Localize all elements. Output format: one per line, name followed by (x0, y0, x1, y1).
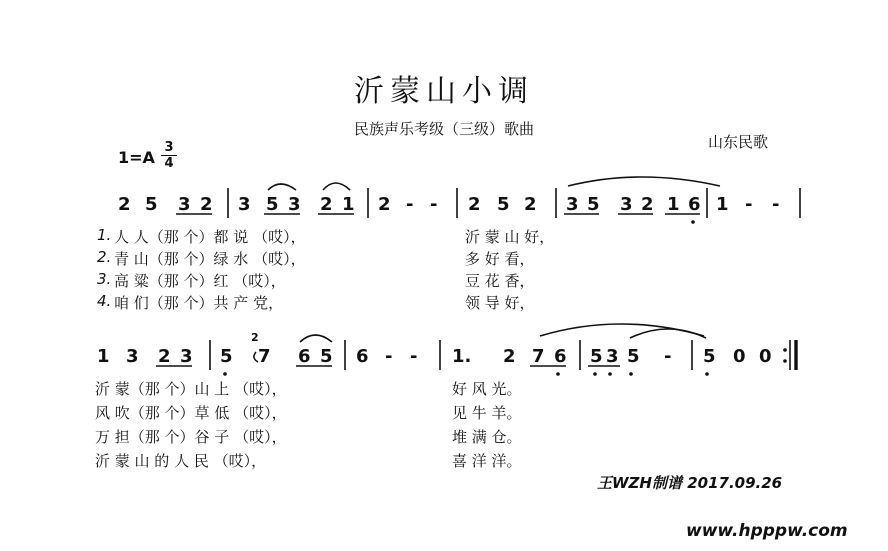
lyric-line: 堆 满 仓。 (452, 428, 522, 446)
octave-dot (705, 372, 709, 376)
note: 7 (532, 346, 545, 367)
lyric-line: 人 人（那 个）都 说 （哎）， (114, 228, 306, 246)
lyric-line: 沂 蒙（那 个）山 上 （哎）， (95, 380, 287, 398)
transcriber-credit: 王WZH制谱 2017.09.26 (597, 474, 783, 492)
note: 2 (524, 194, 537, 215)
octave-dot (556, 372, 560, 376)
note: 6 (688, 194, 701, 215)
lyric-line: 领 导 好， (465, 294, 535, 312)
note: 1 (342, 194, 355, 215)
note: - (406, 194, 414, 215)
note: 3 (180, 346, 193, 367)
lyric-line: 青 山（那 个）绿 水 （哎）， (114, 250, 306, 268)
slur (323, 183, 350, 190)
lyric-line: 沂 蒙 山 的 人 民 （哎）， (95, 452, 267, 470)
grace-hook (254, 352, 258, 362)
note: 5 (703, 346, 716, 367)
note: 5 (497, 194, 510, 215)
grace-note: 2 (251, 331, 259, 344)
repeat-dot (783, 348, 787, 352)
note: 2 (378, 194, 391, 215)
lyric-line: 豆 花 香， (465, 272, 535, 290)
verse-number: 1. (97, 226, 112, 244)
lyric-line: 见 牛 羊。 (452, 404, 522, 422)
slur (568, 177, 720, 186)
meter-top: 3 (164, 140, 174, 155)
note: 0 (733, 346, 746, 367)
note: 6 (554, 346, 567, 367)
octave-dot (691, 220, 695, 224)
note: 2 (468, 194, 481, 215)
note: 1 (97, 346, 110, 367)
note: - (745, 194, 753, 215)
note: 0 (759, 346, 772, 367)
page-title: 沂蒙山小调 (354, 74, 534, 109)
note: 2 (200, 194, 213, 215)
octave-dot (223, 372, 227, 376)
note: 2 (503, 346, 516, 367)
note: 5 (145, 194, 158, 215)
note: 6 (356, 346, 369, 367)
note: 3 (606, 346, 619, 367)
note: 6 (298, 346, 311, 367)
note: 2 (158, 346, 171, 367)
slur (540, 324, 704, 336)
note: 2 (641, 194, 654, 215)
slur (268, 184, 296, 190)
website-watermark: www.hpppw.com (686, 521, 848, 541)
note: - (430, 194, 438, 215)
lyric-line: 沂 蒙 山 好， (465, 228, 555, 246)
note: 5 (587, 194, 600, 215)
slur (300, 335, 332, 342)
note: 3 (288, 194, 301, 215)
note: 5 (627, 346, 640, 367)
note: - (410, 346, 418, 367)
note: 3 (126, 346, 139, 367)
note: 2 (118, 194, 131, 215)
lyric-line: 高 粱（那 个）红 （哎）， (114, 272, 286, 290)
page-subtitle: 民族声乐考级（三级）歌曲 (353, 120, 534, 138)
note: 1 (716, 194, 729, 215)
key-signature: 1=A (118, 148, 155, 167)
note: 1. (452, 346, 472, 367)
note: 2 (320, 194, 333, 215)
note: 5 (266, 194, 279, 215)
repeat-dot (783, 359, 787, 363)
octave-dot (593, 372, 597, 376)
note: 3 (620, 194, 633, 215)
lyric-line: 风 吹（那 个）草 低 （哎）， (95, 404, 287, 422)
note: 1 (667, 194, 680, 215)
note: - (385, 346, 393, 367)
lyric-line: 万 担（那 个）谷 子 （哎）， (95, 428, 287, 446)
song-origin: 山东民歌 (708, 133, 769, 151)
note: 5 (320, 346, 333, 367)
verse-number: 2. (97, 248, 112, 266)
octave-dot (629, 372, 633, 376)
note: 5 (220, 346, 233, 367)
note: 3 (238, 194, 251, 215)
octave-dot (608, 372, 612, 376)
note: 7 (258, 346, 271, 367)
meter-bottom: 4 (164, 156, 174, 171)
verse-number: 3. (97, 270, 112, 288)
lyric-line: 好 风 光。 (452, 380, 522, 398)
note: 5 (590, 346, 603, 367)
lyric-line: 喜 洋 洋。 (452, 452, 522, 470)
lyric-line: 多 好 看， (465, 250, 535, 268)
verse-number: 4. (97, 292, 112, 310)
note: - (664, 346, 672, 367)
note: - (772, 194, 780, 215)
lyric-line: 咱 们（那 个）共 产 党， (114, 294, 284, 312)
note: 3 (566, 194, 579, 215)
note: 3 (178, 194, 191, 215)
